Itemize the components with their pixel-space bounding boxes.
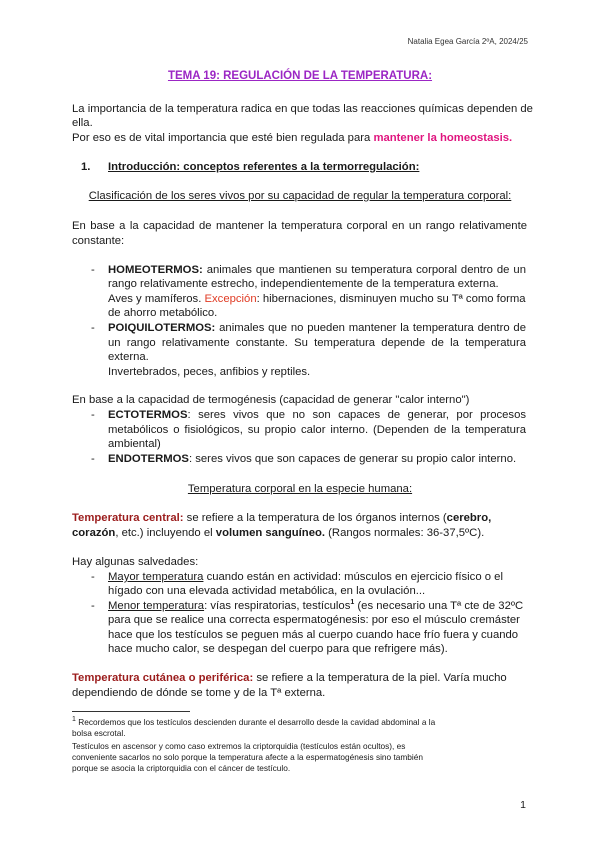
intro-line-2: ella. [72,117,93,129]
page-header-author: Natalia Egea García 2ºA, 2024/25 [407,37,528,46]
list-dash: - [91,453,95,465]
poiquilotermos-line-1: POIQUILOTERMOS: animales que no pueden mantener la temperatura dentro de [108,322,526,334]
central-line-1: Temperatura central: se refiere a la temperatura de los órganos internos (cerebro, [72,512,492,524]
list-dash: - [91,322,95,334]
homeotermos-line-3: Aves y mamíferos. Excepción: hibernaciones, disminuyen mucho su Tª como forma [108,293,526,305]
homeotermos-line-2: rango relativamente estrecho, independientemente de la temperatura externa. [108,278,499,290]
menor-line-2: para que se realice una correcta espermatogénesis: por eso el músculo cremáster [108,614,520,626]
footnote-line-4: conveniente sacarlos no solo porque la temperatura afecte a la espermatogénesis sino también [72,752,423,762]
list-dash: - [91,409,95,421]
para1-line-1: En base a la capacidad de mantener la temperatura corporal en un rango relativamente [72,220,527,232]
para2: En base a la capacidad de termogénesis (capacidad de generar "calor interno") [72,394,470,406]
list-dash: - [91,600,95,612]
poiquilotermos-line-4: Invertebrados, peces, anfibios y reptiles. [108,366,311,378]
footnote-line-2: bolsa escrotal. [72,728,126,738]
mayor-line-2: hígado con una elevada actividad metabólica, en la ovulación... [108,585,426,597]
page-number: 1 [520,799,526,811]
ectotermos-line-3: ambiental) [108,438,161,450]
list-dash: - [91,264,95,276]
mayor-line-1: Mayor temperatura cuando están en actividad: músculos en ejercicio físico o el [108,571,503,583]
homeotermos-line-4: de ahorro metabólico. [108,307,218,319]
footnote-line-1: $^1$ Recordemos que los testículos descienden durante el desarrollo desde la cavidad abdominal a la [72,716,436,727]
homeotermos-line-1: HOMEOTERMOS: animales que mantienen su temperatura corporal dentro de un [108,264,526,276]
cutanea-line-1: Temperatura cutánea o periférica: se refiere a la temperatura de la piel. Varía mucho [72,672,507,684]
cutanea-term: Temperatura cutánea o periférica: [72,672,254,684]
footnote-ref: 1 [350,599,355,607]
menor-line-1: Menor temperatura: vías respiratorias, testículos$^1$ (es necesario una Tª cte de 32ºC [108,599,524,612]
page-title: TEMA 19: REGULACIÓN DE LA TEMPERATURA: [167,70,433,82]
subheading-classification: Clasificación de los seres vivos por su capacidad de regular la temperatura corporal: [88,190,512,202]
poiquilotermos-line-3: externa. [108,351,149,363]
central-line-2: corazón, etc.) incluyendo el volumen sanguíneo. (Rangos normales: 36-37,5ºC). [72,527,485,539]
menor-line-3: hace que los testículos se peguen más al cuerpo cuando hace frío fuera y cuando [108,629,519,641]
subheading-human-temperature: Temperatura corporal en la especie humana: [187,483,413,495]
intro-line-1: La importancia de la temperatura radica en que todas las reacciones químicas dependen de [72,103,533,115]
ectotermos-line-1: ECTOTERMOS: seres vivos que no son capaces de generar, por procesos [108,409,526,421]
para1-line-2: constante: [72,235,125,247]
intro-line-3: Por eso es de vital importancia que esté bien regulada para mantener la homeostasis. [72,132,513,144]
footnote-line-3: Testículos en ascensor y como caso extremos la criptorquidia (testículos están ocultos), es [72,741,406,751]
excepcion-label: Excepción [204,293,257,305]
salvedades-intro: Hay algunas salvedades: [72,556,199,568]
central-term: Temperatura central: [72,512,184,524]
homeostasis-highlight: mantener la homeostasis. [373,132,513,144]
endotermos-line-1: ENDOTERMOS: seres vivos que son capaces de generar su propio calor interno. [108,453,517,465]
section-number: 1. [81,161,91,173]
footnote-line-5: porque se asocia la criptorquidia con el cáncer de testículo. [72,763,291,773]
cutanea-line-2: dependiendo de dónde se tome y de la Tª externa. [72,687,326,699]
list-dash: - [91,571,95,583]
section-heading: Introducción: conceptos referentes a la termorregulación: [108,161,420,173]
ectotermos-line-2: metabólicos o fisiológicos, su propio calor interno. (Dependen de la temperatura [108,424,526,436]
poiquilotermos-line-2: un rango relativamente constante. Su temperatura depende de la temperatura [108,337,526,349]
menor-line-4: hace mucho calor, se despegan del cuerpo para que refrigere más). [108,643,448,655]
footnote-separator [72,711,190,712]
